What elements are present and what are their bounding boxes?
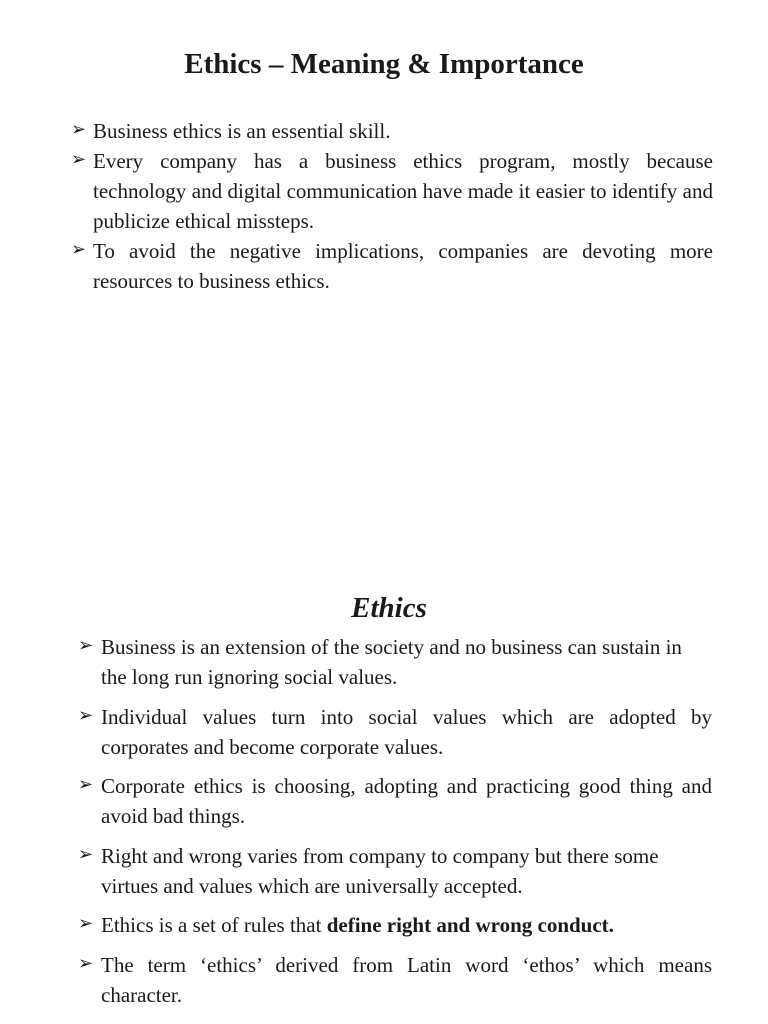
list-item	[78, 771, 712, 831]
page-title: Ethics – Meaning & Importance	[184, 48, 584, 80]
bullet-text: Business is an extension of the society and no business can sustain in the long run ignoring social values.	[101, 635, 682, 689]
list-item	[71, 146, 713, 236]
bullet-text: Every company has a business ethics program, mostly because technology and digital communication have made it easier to identify and publicize ethical missteps.	[93, 149, 713, 233]
arrowhead-bullet-icon: ➢	[78, 843, 94, 864]
arrowhead-bullet-icon: ➢	[71, 239, 87, 259]
bullet-list	[78, 632, 712, 1020]
list-item	[78, 950, 712, 1010]
list-item	[71, 116, 713, 146]
bullet-text: Corporate ethics is choosing, adopting and practicing good thing and avoid bad things.	[101, 774, 712, 829]
bullet-text: Business ethics is an essential skill.	[93, 119, 391, 143]
arrowhead-bullet-icon: ➢	[78, 704, 94, 725]
bullet-text-bold: define right and wrong conduct.	[326, 913, 614, 938]
bullet-text: To avoid the negative implications, companies are devoting more resources to business ethics.	[93, 239, 713, 293]
bullet-text-prefix: Ethics is a set of rules that	[101, 913, 327, 938]
bullet-text: Right and wrong varies from company to company but there some virtues and values which are universally accepted.	[101, 843, 659, 898]
bullet-list	[71, 116, 713, 296]
list-item	[78, 702, 712, 762]
bullet-text: Individual values turn into social values which are adopted by corporates and become corporate values.	[101, 704, 712, 759]
list-item	[78, 632, 712, 692]
arrowhead-bullet-icon: ➢	[78, 774, 94, 795]
arrowhead-bullet-icon: ➢	[78, 952, 94, 973]
list-item	[78, 910, 712, 940]
arrowhead-bullet-icon: ➢	[71, 149, 87, 169]
list-item	[78, 841, 712, 901]
bullet-text: The term ‘ethics’ derived from Latin word ‘ethos’ which means character.	[101, 952, 712, 1007]
arrowhead-bullet-icon: ➢	[71, 119, 87, 139]
arrowhead-bullet-icon: ➢	[78, 913, 94, 934]
list-item	[71, 236, 713, 296]
arrowhead-bullet-icon: ➢	[78, 635, 94, 655]
section-title: Ethics	[351, 592, 427, 624]
